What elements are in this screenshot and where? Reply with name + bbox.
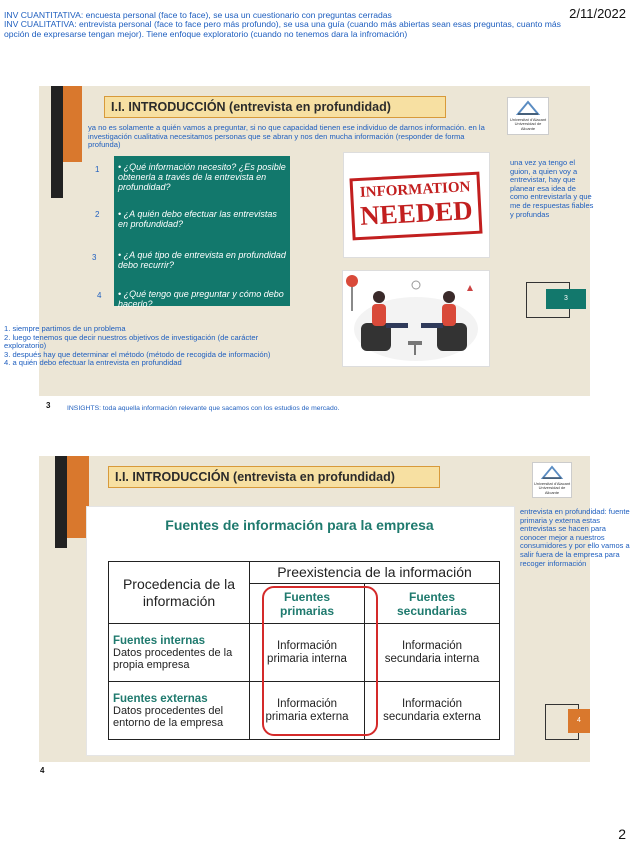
slide-1-page-number: 3 xyxy=(46,401,51,410)
question-1-text: ¿Qué información necesito? ¿Es posible obtenerla a través de la entrevista en profundidad? xyxy=(118,162,286,192)
interview-illustration xyxy=(342,270,490,367)
sources-subtitle: Fuentes de información para la empresa xyxy=(165,517,434,533)
cell-primary-external-text: Información primaria externa xyxy=(265,697,349,723)
table-group-header xyxy=(250,562,500,584)
slide-2-logo xyxy=(532,462,572,498)
question-number-4: 4 xyxy=(97,291,102,300)
insights-note: INSIGHTS: toda aquella información relevante que sacamos con los estudios de mercado. xyxy=(67,405,340,412)
table-corner-text: Procedencia de la información xyxy=(122,575,236,609)
note-qualitative: INV CUALITATIVA: entrevista personal (face to face pero más profundo), se usa una guía (cuando más abiertas sean esas preguntas, cuanto más opción de expresarse tengan mejor). Tiene enfoque exploratorio (cuando no tenemos dara la infromación) xyxy=(4,19,561,39)
header-notes xyxy=(4,11,564,39)
question-4-text: ¿Qué tengo que preguntar y cómo debo hacerlo? xyxy=(118,289,284,309)
step-4: 4. a quién debo efectuar la entrevista en profundidad xyxy=(4,358,182,368)
question-3-text: ¿A qué tipo de entrevista en profundidad debo recurrir? xyxy=(118,250,286,270)
university-logo-icon-2 xyxy=(540,465,564,480)
row-internal-label xyxy=(109,624,250,682)
slide-2-side-note: entrevista en profundidad: fuente primaria y externa estas entrevistas se hacen para conocer mejor a nuestros consumidores y por ello vamos a salir fuera de la empresa para recoger información xyxy=(520,507,630,568)
stamp-line-2: NEEDED xyxy=(359,195,474,231)
slide-1-title: I.I. INTRODUCCIÓN (entrevista en profundidad) xyxy=(104,96,446,118)
cell-secondary-internal-text: Información secundaria interna xyxy=(384,639,480,665)
cell-secondary-external xyxy=(365,682,500,740)
slide-1-logo-text: Universitat d'Alacant Universidad de Alicante xyxy=(509,116,547,131)
note-quantitative: INV CUANTITATIVA: encuesta personal (face to face), se usa un cuestionario con preguntas cerradas xyxy=(4,10,392,20)
row-internal-desc: Datos procedentes de la propia empresa xyxy=(113,646,233,671)
slide-1-logo xyxy=(507,97,549,135)
question-4: • ¿Qué tengo que preguntar y cómo debo hacerlo? xyxy=(118,289,284,309)
col-secondary-header xyxy=(365,584,500,624)
primary-highlight-outline xyxy=(262,586,378,736)
slide-1-page-badge xyxy=(546,289,586,309)
date: 2/11/2022 xyxy=(569,6,626,21)
stamp-line-1: INFORMATION xyxy=(359,179,471,201)
information-needed-image xyxy=(343,152,490,258)
row-external-title: Fuentes externas xyxy=(113,692,208,705)
slide-1-steps xyxy=(4,325,300,368)
question-number-2: 2 xyxy=(95,210,100,219)
cell-secondary-internal xyxy=(365,624,500,682)
step-2: 2. luego tenemos que decir nuestros objetivos de investigación (de carácter exploratorio) xyxy=(4,332,259,351)
row-external-label xyxy=(109,682,250,740)
slide-1-side-note: una vez ya tengo el guion, a quien voy a entrevistar, hay que planear esa idea de como entrevistarla y que me de respuestas fiables y profundas xyxy=(510,158,594,219)
row-internal-title: Fuentes internas xyxy=(113,634,206,647)
slide-2-title: I.I. INTRODUCCIÓN (entrevista en profundidad) xyxy=(108,466,440,488)
question-number-3: 3 xyxy=(92,253,97,262)
col-primary-text: Fuentes primarias xyxy=(279,589,335,618)
question-2-text: ¿A quién debo efectuar las entrevistas en profundidad? xyxy=(118,209,277,229)
cell-primary-internal-text: Información primaria interna xyxy=(267,639,347,665)
slide-1-orange-bar xyxy=(63,86,82,162)
footer-page-number: 2 xyxy=(618,826,626,842)
table-group-header-text: Preexistencia de la información xyxy=(277,563,472,580)
row-external-desc: Datos procedentes del entorno de la empresa xyxy=(113,704,224,729)
question-2: • ¿A quién debo efectuar las entrevistas en profundidad? xyxy=(118,209,277,229)
slide-1-page-badge-text: 3 xyxy=(564,295,568,302)
university-logo-icon xyxy=(515,100,541,116)
cell-secondary-external-text: Información secundaria externa xyxy=(383,697,481,723)
slide-1-intro-note: ya no es solamente a quién vamos a preguntar, si no que capacidad tienen ese individuo de darnos información. en la investigación cualitativa necesitamos personas que se abran y nos den mucha información (responder de forma profunda) xyxy=(88,123,485,150)
interview-people-icon xyxy=(343,271,489,366)
stamp xyxy=(349,172,482,241)
question-number-1: 1 xyxy=(95,165,100,174)
slide-1-dark-bar xyxy=(51,86,63,198)
step-1: 1. siempre partimos de un problema xyxy=(4,324,126,333)
slide-2-logo-text: Universitat d'Alacant Universidad de Alicante xyxy=(533,480,571,495)
slide-2-page-number: 4 xyxy=(40,766,45,775)
slide-2-dark-bar xyxy=(55,456,67,548)
slide-2-page-badge xyxy=(568,709,590,733)
slide-2-page-badge-text: 4 xyxy=(577,717,581,724)
table-corner xyxy=(109,562,250,624)
question-1: • ¿Qué información necesito? ¿Es posible obtenerla a través de la entrevista en profundidad? xyxy=(118,162,286,192)
question-3: • ¿A qué tipo de entrevista en profundidad debo recurrir? xyxy=(118,250,286,270)
col-secondary-text: Fuentes secundarias xyxy=(396,589,468,618)
step-3: 3. después hay que determinar el método (método de recogida de información) xyxy=(4,349,271,359)
